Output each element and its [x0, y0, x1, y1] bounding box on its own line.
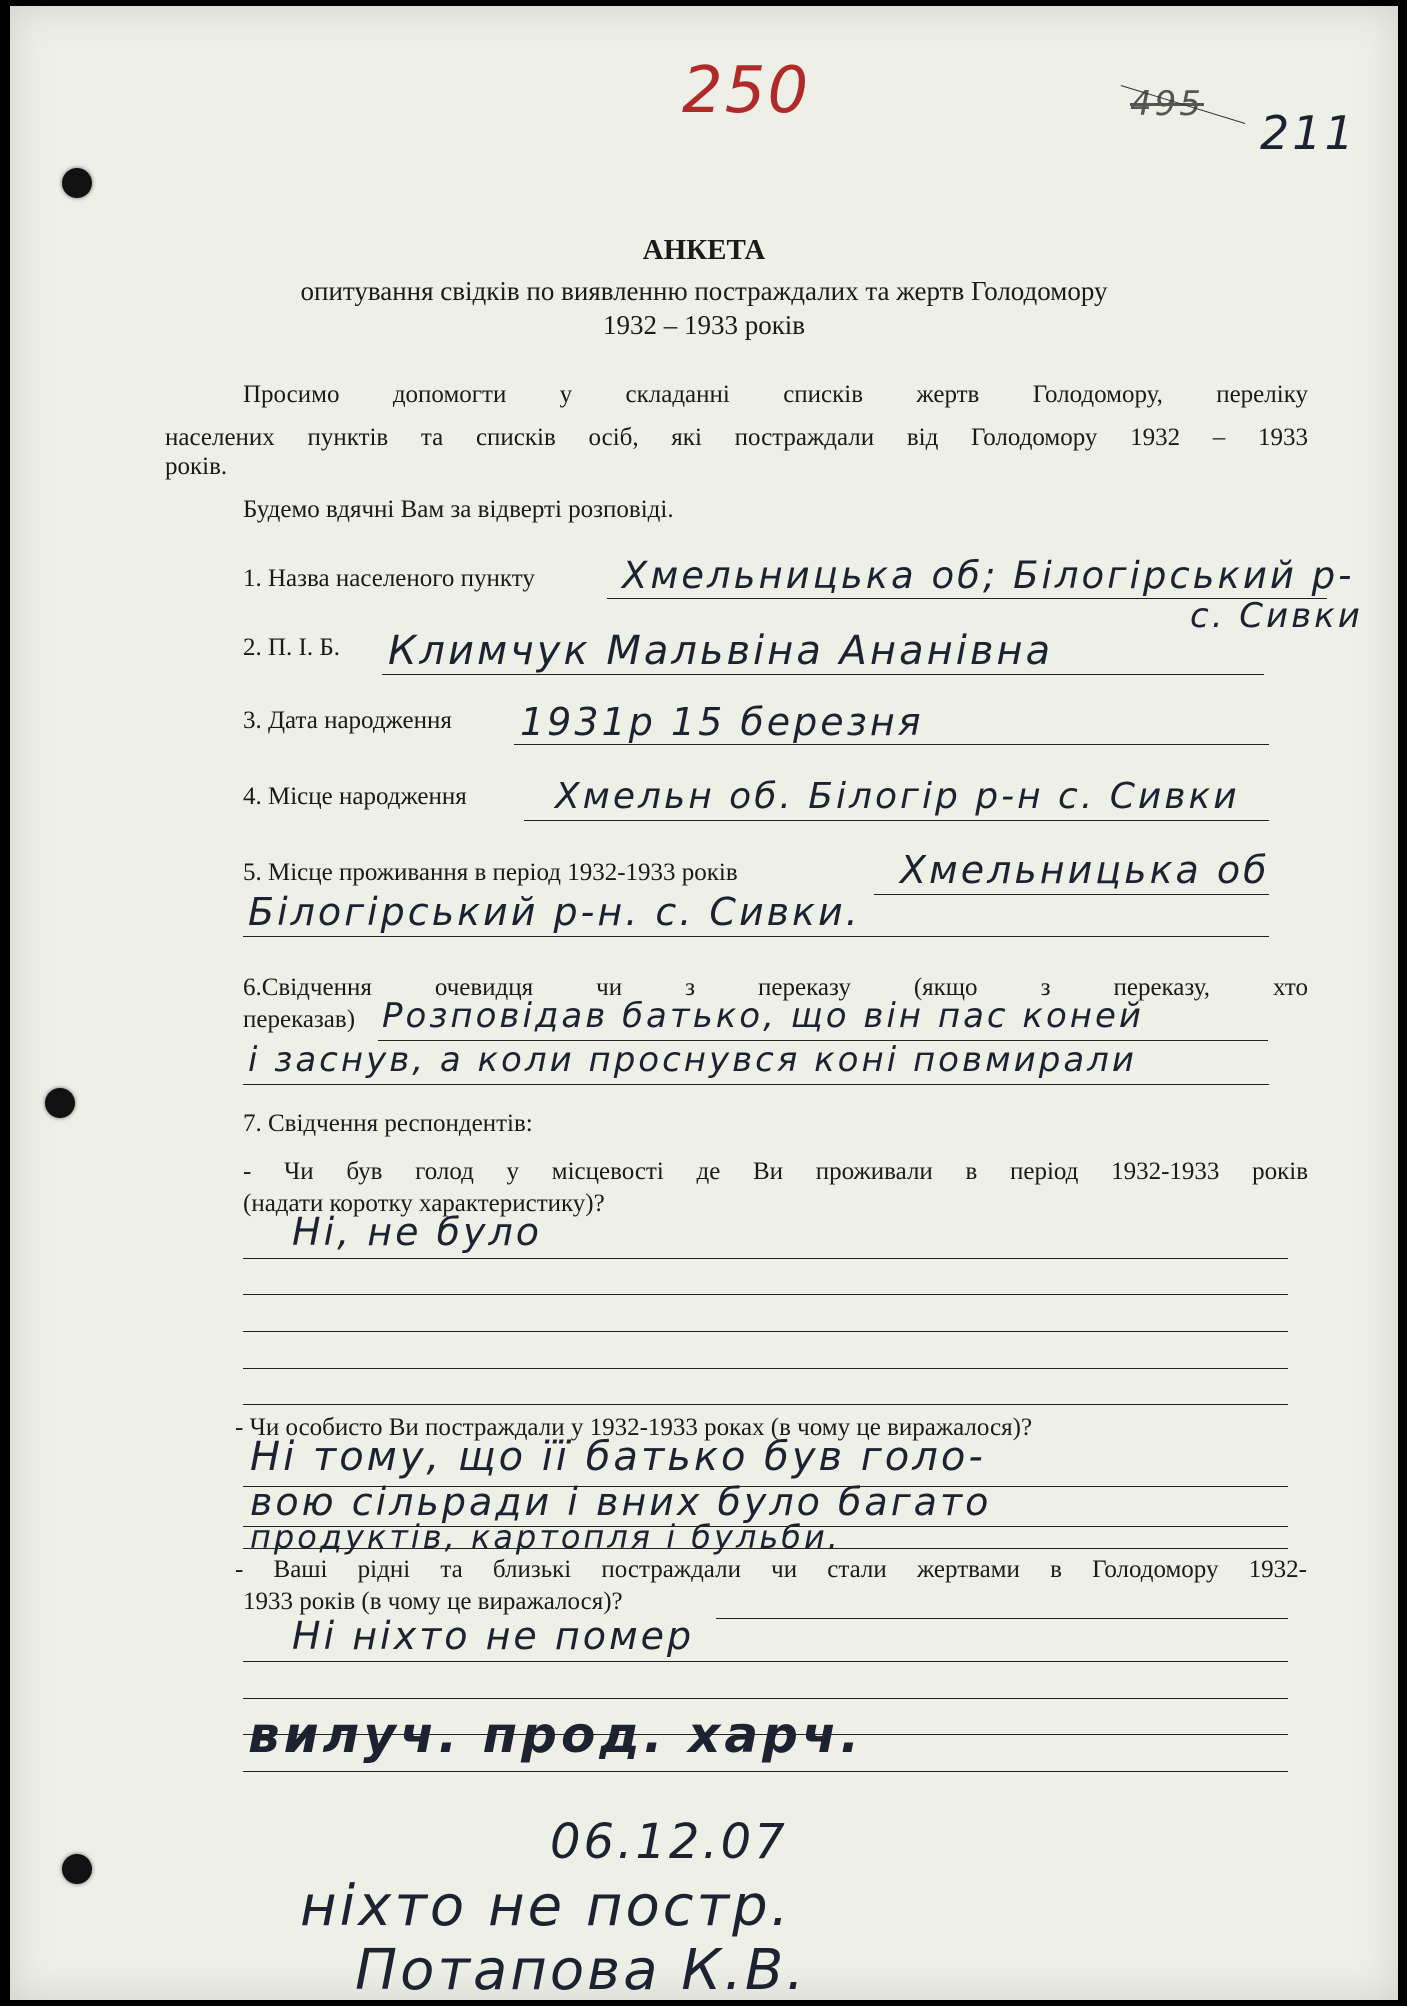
q1-answer-1: Хмельницька об; Білогірський р- [622, 554, 1355, 597]
punch-hole-bottom [62, 1854, 92, 1884]
q5-line-2 [243, 936, 1269, 937]
form-title: АНКЕТА [642, 234, 766, 266]
note-stamp-text: вилуч. прод. харч. [248, 1706, 864, 1764]
intro-thanks: Будемо вдячні Вам за відверті розповіді. [243, 496, 674, 523]
q2-label: 2. П. І. Б. [243, 634, 340, 661]
q7c-line-2 [243, 1661, 1288, 1662]
intro-line-1: Просимо допомогти у складанні списків жертв Голодомору, переліку [243, 381, 1308, 408]
q7b-line-3 [243, 1548, 1288, 1549]
q7b-answer-3: продуктів, картопля і бульби. [250, 1518, 841, 1556]
q2-line [382, 674, 1264, 675]
q6-label-line-2: переказав) [243, 1006, 356, 1033]
q1-label: 1. Назва населеного пункту [243, 565, 535, 592]
q3-label: 3. Дата народження [243, 707, 452, 734]
q7b-answer-2: вою сільради і вних було багато [250, 1480, 992, 1524]
q4-answer: Хмельн об. Білогір р-н с. Сивки [555, 776, 1240, 817]
q5-label: 5. Місце проживання в період 1932-1933 років [243, 859, 738, 886]
q7a-question-line-1: - Чи був голод у місцевості де Ви проживали в період 1932-1933 років [243, 1158, 1308, 1185]
q7c-question-line-2: 1933 років (в чому це виражалося)? [243, 1588, 623, 1615]
q7a-line-3 [243, 1331, 1288, 1332]
q3-answer: 1931р 15 березня [520, 700, 924, 744]
q7c-line-5 [243, 1771, 1288, 1772]
q7a-line-4 [243, 1368, 1288, 1369]
punch-hole-top [62, 168, 92, 198]
q6-answer-2: і заснув, а коли проснувся коні повмирали [248, 1040, 1138, 1080]
q7c-line-3 [243, 1698, 1288, 1699]
q7-label: 7. Свідчення респондентів: [243, 1110, 533, 1137]
intro-line-3: років. [165, 453, 228, 480]
form-years: 1932 – 1933 років [602, 310, 806, 340]
q7a-question-line-2: (надати коротку характеристику)? [243, 1190, 605, 1217]
q6-line-2 [243, 1084, 1269, 1085]
old-sheet-number: 495 [1130, 84, 1204, 124]
q1-answer-2: с. Сивки [1190, 596, 1363, 636]
q4-line [524, 820, 1269, 821]
q7a-line-5 [243, 1404, 1288, 1405]
q7b-question: - Чи особисто Ви постраждали у 1932-1933 роках (в чому це виражалося)? [235, 1414, 1033, 1441]
note-date: 06.12.07 [550, 1814, 788, 1870]
form-subtitle: опитування свідків по виявленню постраждалих та жертв Голодомору [300, 276, 1108, 306]
archive-number: 250 [682, 54, 811, 128]
q5-line-1 [874, 894, 1269, 895]
q5-answer-1: Хмельницька об [900, 848, 1270, 892]
interviewer-signature: Потапова К.В. [355, 1938, 808, 2003]
q5-answer-2: Білогірський р-н. с. Сивки. [248, 890, 861, 934]
q7a-answer: Ні, не було [292, 1210, 543, 1254]
intro-line-2: населених пунктів та списків осіб, які постраждали від Голодомору 1932 – 1933 [165, 424, 1308, 451]
note-result: ніхто не постр. [300, 1874, 792, 1939]
q2-answer: Климчук Мальвіна Ананівна [388, 628, 1054, 674]
q7c-line-1 [716, 1618, 1288, 1619]
questionnaire-page [10, 6, 1398, 2003]
q4-label: 4. Місце народження [243, 783, 467, 810]
q7c-question-line-1: - Ваші рідні та близькі постраждали чи стали жертвами в Голодомору 1932- [235, 1556, 1307, 1583]
q6-label-line-1: 6.Свідчення очевидця чи з переказу (якщо з переказу, хто [243, 974, 1308, 1001]
q7a-line-2 [243, 1294, 1288, 1295]
q6-answer-1: Розповідав батько, що він пас коней [382, 996, 1144, 1036]
punch-hole-middle [45, 1088, 75, 1118]
sheet-number: 211 [1260, 106, 1357, 160]
q7b-answer-1: Ні тому, що її батько був голо- [250, 1434, 986, 1480]
q7c-answer: Ні ніхто не помер [292, 1614, 695, 1658]
q7a-line-1 [243, 1258, 1288, 1259]
q3-line [514, 744, 1269, 745]
